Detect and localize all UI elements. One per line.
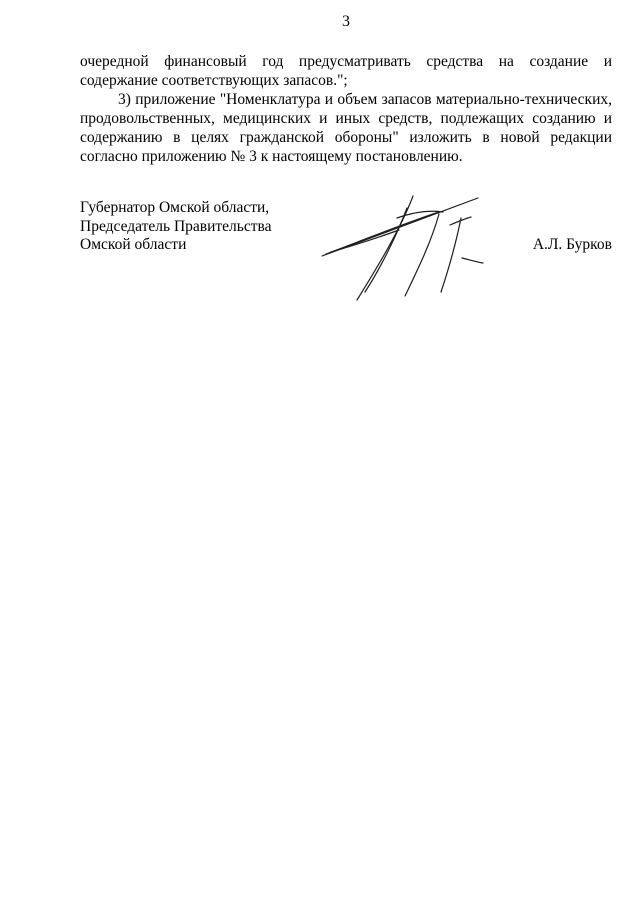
page-number: 3 [342, 13, 350, 30]
body-line: 3) приложение "Номенклатура и объем запасов материально-технических, [118, 91, 612, 108]
body-text [80, 52, 612, 166]
signatory-position [80, 199, 272, 255]
body-line: содержанию в целях гражданской обороны" изложить в новой редакции [80, 129, 612, 146]
signatory-position-line: Губернатор Омской области, [80, 199, 270, 216]
body-line: очередной финансовый год предусматривать средства на создание и [80, 53, 612, 70]
signatory-position-line: Омской области [80, 236, 187, 253]
handwritten-signature [315, 188, 495, 306]
signatory-name: А.Л. Бурков [532, 236, 612, 253]
body-line: продовольственных, медицинских и иных средств, подлежащих созданию и [80, 110, 612, 127]
signatory-position-line: Председатель Правительства [80, 217, 272, 235]
body-line: содержание соответствующих запасов."; [80, 72, 348, 89]
body-line: согласно приложению № 3 к настоящему постановлению. [80, 148, 463, 165]
